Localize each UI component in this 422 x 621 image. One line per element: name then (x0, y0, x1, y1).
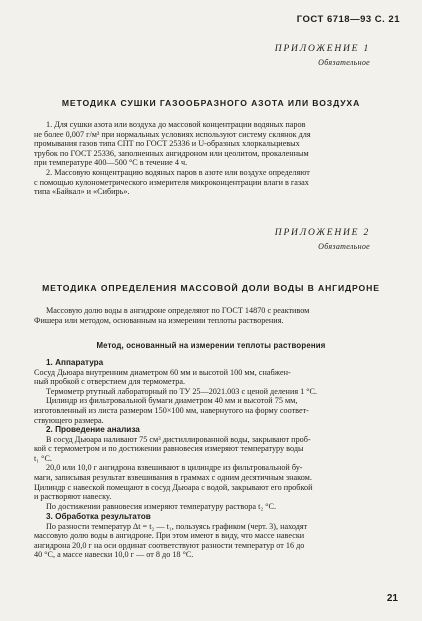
text-line: при температуре 400—500 °С в течение 4 ч. (34, 158, 188, 168)
section-results (34, 512, 396, 560)
text-line: с помощью кулонометрического измерителя микроконцентрации влаги в газах (34, 177, 309, 187)
text-line: Сосуд Дьюара внутренним диаметром 60 мм и высотой 100 мм, снабжен- (34, 367, 291, 377)
text-line: По разности температур Δt = t₂ — t₁, пользуясь графиком (черт. 3), находят (46, 521, 308, 531)
text-line: трубок по ГОСТ 25336, заполненных ангидроном или цеолитом, прокаленным (34, 148, 309, 158)
text-line: По достижении равновесия измеряют температуру раствора t₂ °С. (46, 501, 277, 511)
appendix-2-intro (34, 306, 396, 325)
text-line: кой с термометром и по достижении равновесия измеряют температуру воды (34, 444, 304, 454)
appendix-1-label: ПРИЛОЖЕНИЕ 1 (274, 44, 370, 54)
appendix-2-status: Обязательное (318, 242, 370, 251)
text-line: Цилиндр из фильтровальной бумаги диаметром 40 мм и высотой 75 мм, (46, 396, 298, 406)
standard-reference: ГОСТ 6718—93 С. 21 (296, 14, 400, 25)
text-line: Фишера или методом, основанным на измерении теплоты растворения. (34, 315, 284, 325)
appendix-2-title: МЕТОДИКА ОПРЕДЕЛЕНИЯ МАССОВОЙ ДОЛИ ВОДЫ В АНГИДРОНЕ (42, 283, 380, 293)
text-line: 20,0 или 10,0 г ангидрона взвешивают в цилиндре из фильтровальной бу- (46, 463, 303, 473)
appendix-1-paragraph-2 (34, 168, 396, 197)
text-line: массовую долю воды в ангидроне. При этом имеют в виду, что массе навески (34, 531, 305, 541)
section-apparatus (34, 358, 396, 425)
method-title: Метод, основанный на измерении теплоты растворения (96, 341, 326, 350)
appendix-1-title: МЕТОДИКА СУШКИ ГАЗООБРАЗНОГО АЗОТА ИЛИ ВОЗДУХА (61, 98, 361, 108)
text-line: t₁ °С. (34, 453, 52, 463)
text-line: промывания газов типа СПТ по ГОСТ 25336 и U-образных хлоркальциевых (34, 139, 300, 149)
section-title: 3. Обработка результатов (46, 512, 151, 521)
text-line: В сосуд Дьюара наливают 75 см³ дистиллированной воды, закрывают проб- (46, 434, 311, 444)
appendix-2-label: ПРИЛОЖЕНИЕ 2 (274, 228, 370, 238)
text-line: Термометр ртутный лабораторный по ТУ 25—2021.003 с ценой деления 1 °С. (46, 386, 318, 396)
text-line: типа «Байкал» и «Сибирь». (34, 187, 130, 197)
text-line: 1. Для сушки азота или воздуха до массовой концентрации водяных паров (46, 120, 306, 129)
text-line: Цилиндр с навеской помещают в сосуд Дьюара с водой, закрывают его пробкой (34, 482, 313, 492)
text-line: 40 °С, а массе навески 10,0 г — от 8 до 18 °С. (34, 550, 194, 560)
text-line: Массовую долю воды в ангидроне определяют по ГОСТ 14870 с реактивом (46, 306, 310, 315)
text-line: ангидрона 20,0 г на оси ординат соответствуют разности температур от 16 до (34, 540, 305, 550)
section-analysis (34, 425, 396, 511)
text-line: 2. Массовую концентрацию водяных паров в азоте или воздухе определяют (46, 168, 310, 177)
section-title: 2. Проведение анализа (46, 425, 140, 434)
text-line: маги, записывая результат взвешивания в граммах с одним десятичным знаком. (34, 472, 312, 482)
page-number: 21 (386, 593, 398, 604)
text-line: и растворяют навеску. (34, 492, 112, 502)
text-line: изготовленный из листа размером 150×100 мм, навернутого на форму соответ- (34, 405, 309, 415)
appendix-1-paragraph-1 (34, 120, 396, 168)
text-line: ный пробкой с отверстием для термометра. (34, 377, 186, 387)
text-line: ствующего размера. (34, 415, 104, 425)
text-line: не более 0,007 г/м³ при нормальных условиях используют систему склянок для (34, 129, 311, 139)
section-title: 1. Аппаратура (46, 358, 104, 367)
appendix-1-status: Обязательное (318, 58, 370, 67)
